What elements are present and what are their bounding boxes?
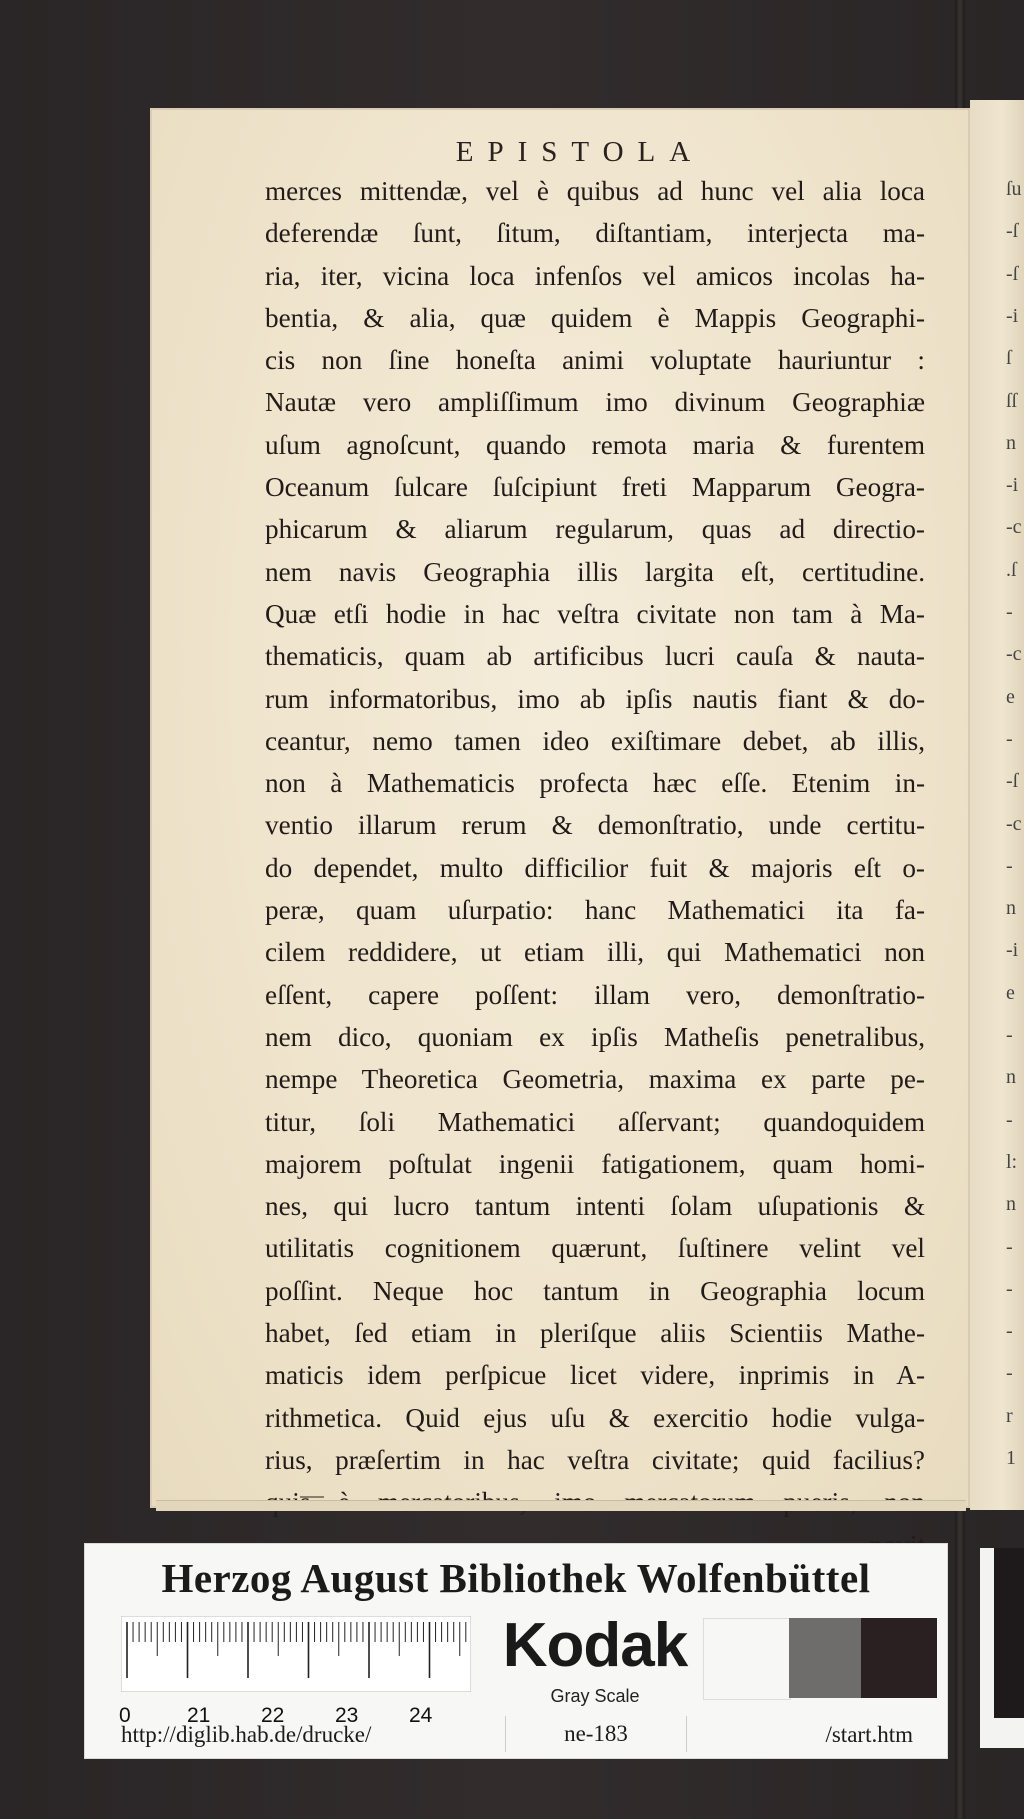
facing-page-glyph: -c [1006, 643, 1022, 666]
text-line: bentia, & alia, quæ quidem è Mappis Geographi- [265, 302, 925, 333]
facing-page-glyph: ſu [1006, 178, 1022, 200]
text-line: nempe Theoretica Geometria, maxima ex parte pe- [265, 1064, 925, 1095]
text-line: nes, qui lucro tantum intenti ſolam uſupationis & [265, 1191, 925, 1222]
text-line: cilem reddidere, ut etiam illi, qui Mathematici non [265, 937, 925, 968]
text-line: deferendæ ſunt, ſitum, diſtantiam, interjecta ma- [265, 218, 925, 249]
facing-page-glyph: - [1006, 1277, 1013, 1300]
ruler-number: 23 [335, 1704, 359, 1727]
swatch-white [703, 1618, 791, 1700]
facing-page-glyph: l: [1006, 1150, 1018, 1173]
text-line: Oceanum ſulcare ſuſcipiunt freti Mapparum Geogra- [265, 472, 925, 503]
facing-page-glyph: 1 [1006, 1447, 1016, 1469]
ruler-number: 21 [187, 1704, 211, 1727]
text-line: non à Mathematicis profecta hæc eſſe. Etenim in- [265, 768, 925, 799]
text-line: thematicis, quam ab artificibus lucri cauſa & nauta- [265, 641, 925, 672]
facing-page-glyph: ſ [1006, 347, 1012, 370]
text-line: eſſent, capere poſſent: illam vero, demonſtratio- [265, 979, 925, 1010]
text-line: phicarum & aliarum regularum, quas ad directio- [265, 514, 925, 545]
swatch-gray [789, 1618, 861, 1698]
book-page [150, 108, 970, 1508]
text-line: cis non ſine honeſta animi voluptate hauriuntur : [265, 345, 925, 376]
ruler-number: 22 [261, 1704, 285, 1727]
facing-page-glyph: n [1006, 1066, 1016, 1089]
adjacent-card-fragment [980, 1548, 1024, 1748]
facing-page-glyph: -ſ [1006, 262, 1019, 285]
facing-page-glyph: ſſ [1006, 389, 1018, 412]
facing-page-glyph: n [1006, 431, 1016, 454]
facing-page-glyph: - [1006, 1235, 1013, 1258]
text-line: nem navis Geographia illis largita eſt, certitudine. [265, 556, 925, 587]
text-line: nem dico, quoniam ex ipſis Matheſis penetralibus, [265, 1021, 925, 1052]
text-line: poſſint. Neque hoc tantum in Geographia locum [265, 1275, 925, 1306]
body-text [265, 170, 925, 1566]
text-line: utilitatis cognitionem quærunt, ſuſtinere velint vel [265, 1233, 925, 1264]
facing-page-glyph: - [1006, 1024, 1013, 1046]
facing-page-glyph: -c [1006, 812, 1022, 835]
shelfmark-code: ne-183 [505, 1716, 687, 1752]
facing-page-glyph: -i [1006, 474, 1019, 497]
text-line: rum informatoribus, imo ab ipſis nautis fiant & do- [265, 683, 925, 714]
text-line: ria, iter, vicina loca infenſos vel amicos incolas ha- [265, 260, 925, 291]
facing-page-edge [970, 100, 1024, 1510]
facing-page-glyph: .ſ [1006, 558, 1017, 581]
text-line: habet, ſed etiam in pleriſque aliis Scientiis Mathe- [265, 1318, 925, 1349]
ruler-number: 0 [119, 1704, 131, 1727]
page-mark [300, 1496, 324, 1498]
facing-page-glyph: e [1006, 685, 1015, 708]
color-calibration-card [84, 1543, 948, 1759]
gray-scale-label: Gray Scale [550, 1686, 640, 1706]
facing-page-glyph: - [1006, 727, 1013, 750]
text-line: uſum agnoſcunt, quando remota maria & furentem [265, 429, 925, 460]
text-line: ceantur, nemo tamen ideo exiſtimare debet, ab illis, [265, 725, 925, 756]
text-line: rius, præſertim in hac veſtra civitate; quid facilius? [265, 1444, 925, 1475]
url-suffix: /start.htm [825, 1722, 913, 1747]
text-line: ventio illarum rerum & demonſtratio, unde certitu- [265, 810, 925, 841]
facing-page-glyph: e [1006, 981, 1015, 1004]
facing-page-glyph: - [1006, 1362, 1013, 1385]
text-line: peræ, quam uſurpatio: hanc Mathematici ita fa- [265, 895, 925, 926]
running-head: EPISTOLA [455, 136, 705, 168]
facing-page-glyph: r [1006, 1404, 1013, 1427]
adjacent-swatch [994, 1548, 1024, 1718]
swatch-black [861, 1618, 937, 1698]
ruler-scale [121, 1616, 471, 1692]
facing-page-glyph: - [1006, 601, 1013, 623]
text-line: maticis idem perſpicue licet videre, inprimis in A- [265, 1360, 925, 1391]
facing-page-glyph: n [1006, 897, 1016, 920]
facing-page-glyph: - [1006, 1108, 1013, 1131]
text-line: do dependet, multo difficilior fuit & majoris eſt o- [265, 852, 925, 883]
facing-page-glyph: n [1006, 1193, 1016, 1216]
text-line: Nautæ vero ampliſſimum imo divinum Geographiæ [265, 387, 925, 418]
text-line: Quæ etſi hodie in hac veſtra civitate non tam à Ma- [265, 598, 925, 629]
ruler-number: 24 [409, 1704, 433, 1727]
facing-page-glyph: - [1006, 1320, 1013, 1343]
facing-page-glyph: - [1006, 854, 1013, 877]
text-line: rithmetica. Quid ejus uſu & exercitio hodie vulga- [265, 1402, 925, 1433]
url-prefix: http://diglib.hab.de/drucke/ [121, 1722, 372, 1747]
kodak-logo: Kodak [502, 1611, 688, 1680]
facing-page-glyph: -c [1006, 516, 1022, 539]
text-line: majorem poſtulat ingenii fatigationem, quam homi- [265, 1148, 925, 1179]
text-line: merces mittendæ, vel è quibus ad hunc vel alia loca [265, 176, 925, 206]
facing-page-glyph: -i [1006, 939, 1019, 962]
library-name: Herzog August Bibliothek Wolfenbüttel [161, 1555, 871, 1601]
facing-page-glyph: -ſ [1006, 770, 1019, 793]
facing-page-glyph: -i [1006, 304, 1019, 327]
facing-page-glyph: -ſ [1006, 220, 1019, 243]
text-line: titur, ſoli Mathematici aſſervant; quandoquidem [265, 1106, 925, 1137]
page-bottom-edge [156, 1500, 966, 1511]
